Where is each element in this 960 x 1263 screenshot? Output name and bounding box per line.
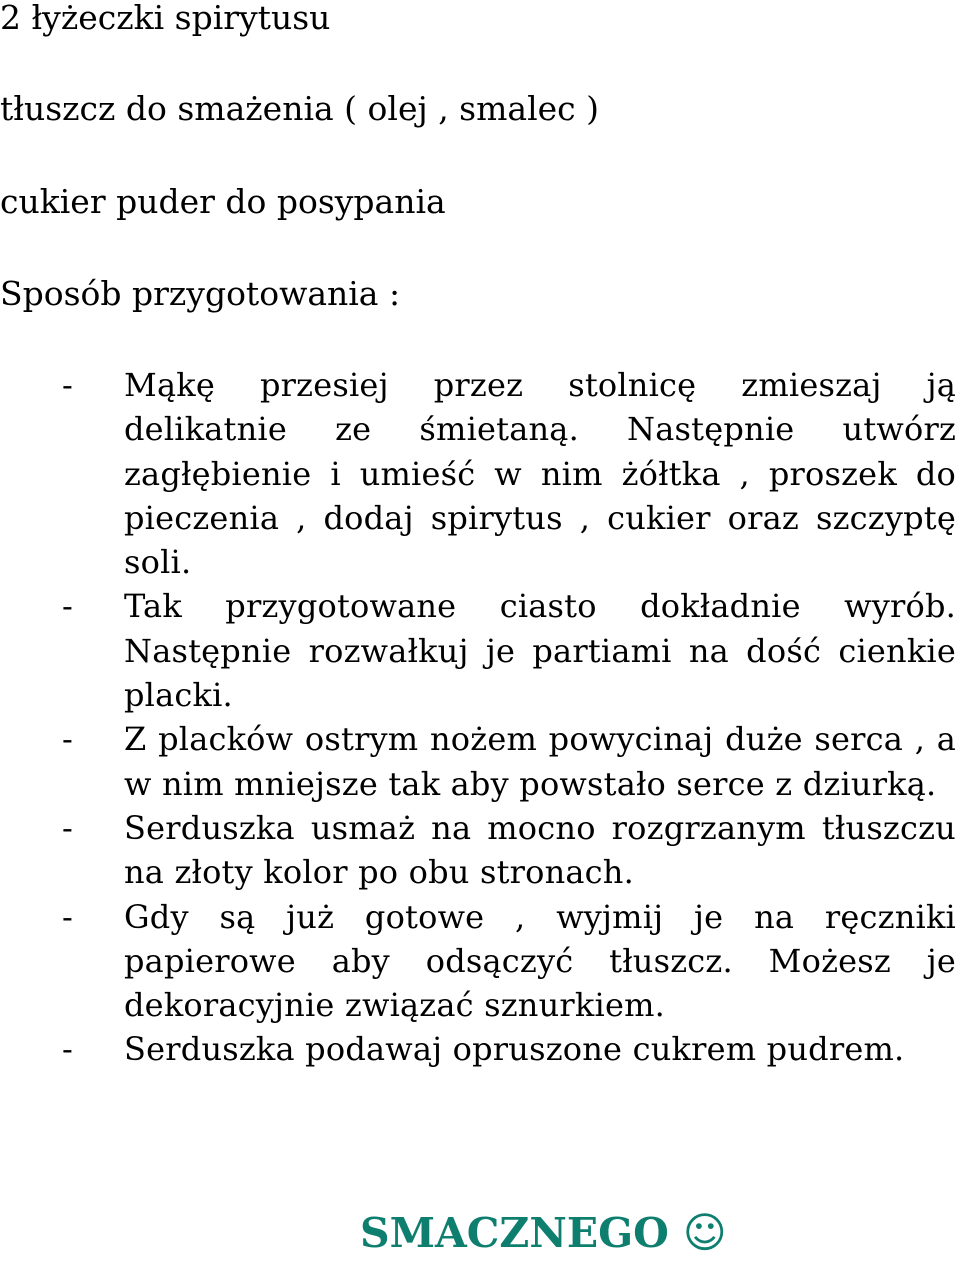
ingredient-cukier-puder: cukier puder do posypania	[0, 182, 446, 221]
ingredient-tluszcz: tłuszcz do smażenia ( olej , smalec )	[0, 89, 600, 128]
smiley-face-icon: ☺	[682, 1208, 727, 1257]
step-text: Mąkę przesiej przez stolnicę zmieszaj ją delikatnie ze śmietaną. Następnie utwórz zagłębienie i umieść w nim żółtka , proszek do pieczenia , dodaj spirytus , cukier oraz szczyptę soli.	[124, 366, 956, 582]
step-item	[0, 717, 956, 806]
step-item	[0, 584, 956, 717]
step-item	[0, 1027, 956, 1071]
closing-greeting	[360, 1205, 727, 1261]
step-text: Serduszka podawaj opruszone cukrem pudrem.	[124, 1030, 905, 1069]
step-bullet: -	[62, 720, 74, 759]
step-item	[0, 895, 956, 1028]
step-text: Gdy są już gotowe , wyjmij je na ręczniki papierowe aby odsączyć tłuszcz. Możesz je dekoracyjnie związać sznurkiem.	[124, 897, 956, 1025]
step-text: Z placków ostrym nożem powycinaj duże serca , a w nim mniejsze tak aby powstało serce z dziurką.	[124, 720, 956, 803]
step-bullet: -	[62, 366, 74, 404]
closing-text: SMACZNEGO	[360, 1209, 669, 1257]
step-bullet: -	[62, 897, 74, 936]
method-heading: Sposób przygotowania :	[0, 274, 401, 313]
step-bullet: -	[62, 1030, 74, 1069]
step-item	[0, 806, 956, 895]
method-steps-list	[0, 363, 956, 1072]
step-bullet: -	[62, 587, 74, 626]
step-item	[0, 363, 956, 584]
step-text: Serduszka usmaż na mocno rozgrzanym tłuszczu na złoty kolor po obu stronach.	[124, 808, 956, 892]
step-text: Tak przygotowane ciasto dokładnie wyrób. Następnie rozwałkuj je partiami na dość cienkie placki.	[124, 587, 956, 715]
ingredient-spirytus: 2 łyżeczki spirytusu	[0, 0, 331, 37]
step-bullet: -	[62, 808, 74, 847]
